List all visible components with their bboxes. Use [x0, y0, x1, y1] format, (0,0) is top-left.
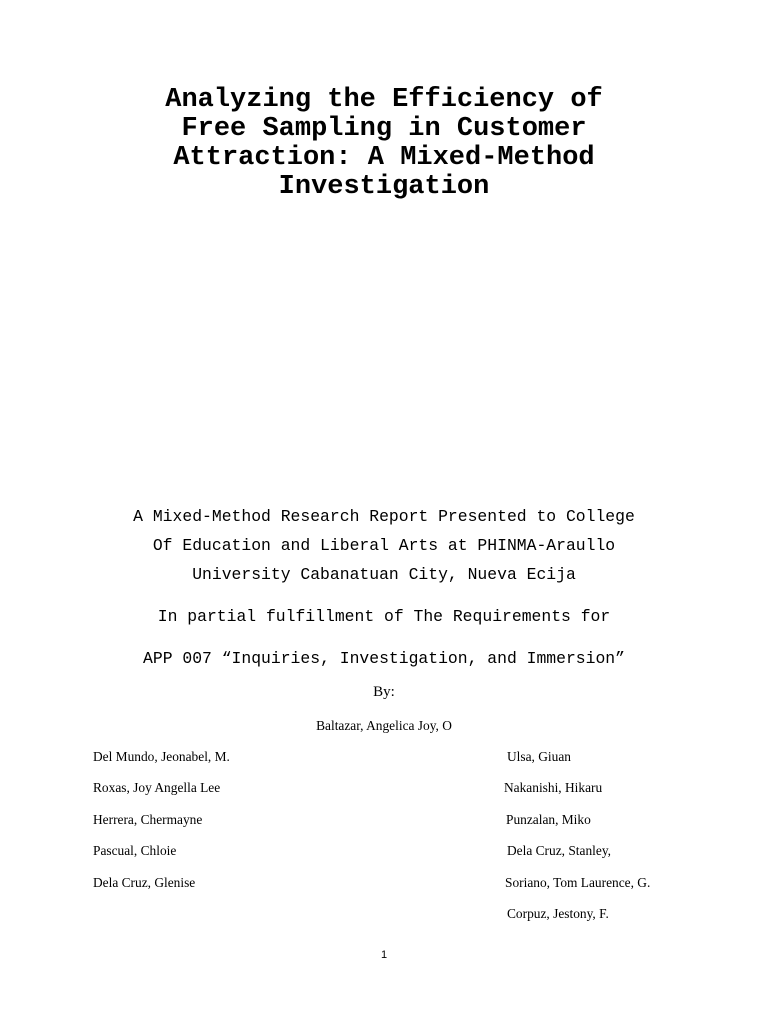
course-statement: APP 007 “Inquiries, Investigation, and Immersion”: [143, 649, 625, 668]
title-line: Investigation: [278, 172, 490, 202]
title-line: Analyzing the Efficiency of: [165, 85, 603, 115]
author-name: Herrera, Chermayne: [93, 812, 203, 827]
title-line: Free Sampling in Customer: [181, 114, 587, 144]
author-name: Punzalan, Miko: [506, 812, 591, 827]
author-name: Soriano, Tom Laurence, G.: [505, 875, 651, 890]
title-line: Attraction: A Mixed-Method: [173, 143, 595, 173]
fulfillment-statement: In partial fulfillment of The Requirements for: [157, 607, 611, 626]
author-name: Roxas, Joy Angella Lee: [93, 780, 221, 795]
by-label: By:: [373, 684, 395, 700]
page-number: 1: [380, 949, 388, 961]
presentation-line: A Mixed-Method Research Report Presented to College: [133, 507, 635, 526]
author-name: Nakanishi, Hikaru: [504, 780, 603, 795]
author-name: Pascual, Chloie: [93, 843, 177, 858]
lead-author: Baltazar, Angelica Joy, O: [316, 718, 452, 733]
document-title: [84, 86, 684, 202]
presentation-line: Of Education and Liberal Arts at PHINMA-Araullo: [152, 536, 616, 555]
author-name: Dela Cruz, Glenise: [93, 875, 196, 890]
author-name: Corpuz, Jestony, F.: [507, 906, 609, 921]
author-name: Ulsa, Giuan: [507, 749, 571, 764]
presentation-line: University Cabanatuan City, Nueva Ecija: [192, 565, 576, 584]
author-name: Del Mundo, Jeonabel, M.: [93, 749, 230, 764]
presentation-statement: [40, 502, 728, 589]
author-name: Dela Cruz, Stanley,: [507, 843, 611, 858]
